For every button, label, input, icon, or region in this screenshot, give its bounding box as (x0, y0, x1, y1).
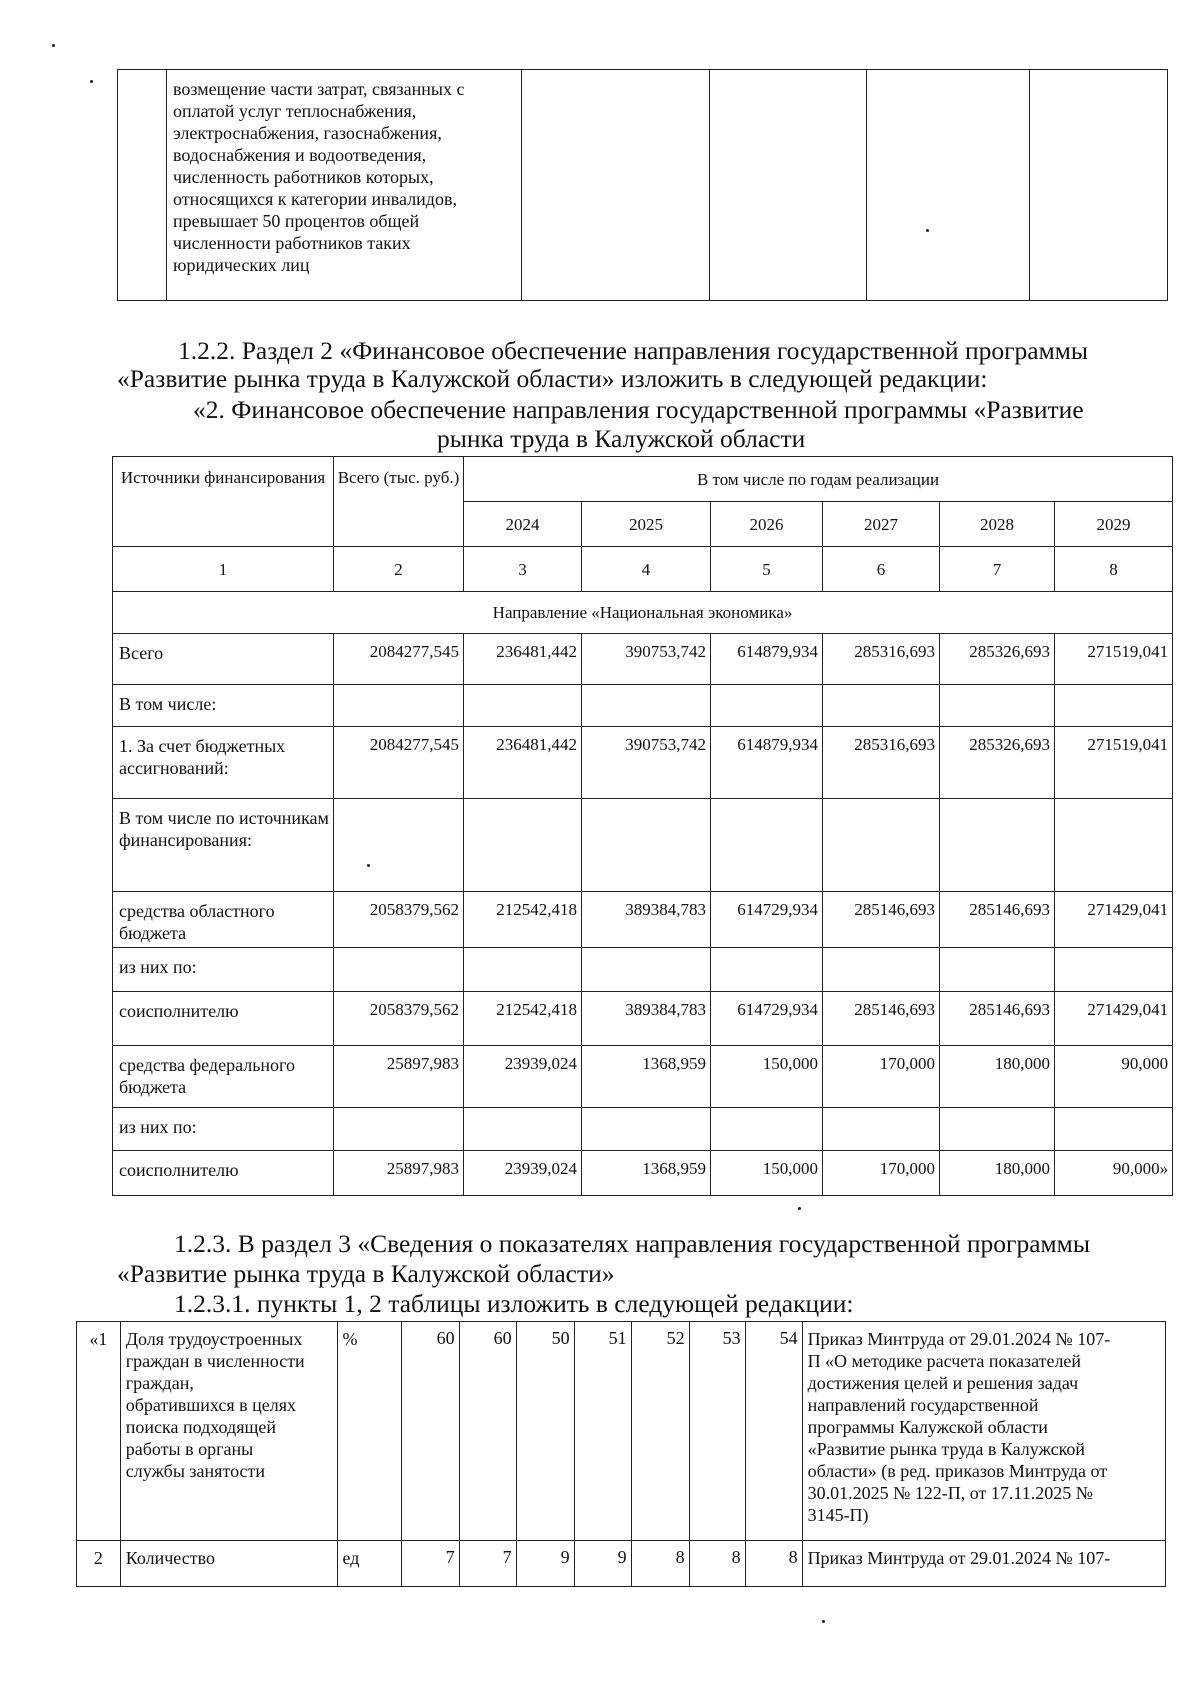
finance-row-label: 1. За счет бюджетных ассигнований: (113, 727, 334, 799)
description-line: превышает 50 процентов общей (173, 211, 420, 231)
finance-value-cell (582, 799, 711, 892)
year-2028: 2028 (940, 502, 1055, 547)
finance-value-cell: 285146,693 (823, 892, 940, 948)
finance-value-cell: 23939,024 (464, 1151, 582, 1196)
direction-row: Направление «Национальная экономика» (113, 592, 1173, 634)
indicator-value: 51 (574, 1322, 631, 1541)
finance-value-cell: 390753,742 (582, 727, 711, 799)
finance-row-label: из них по: (113, 948, 334, 992)
finance-row (113, 634, 1173, 685)
finance-row-label: Всего (113, 634, 334, 685)
finance-value-cell: 285146,693 (823, 992, 940, 1046)
header-sources: Источники финансирования (113, 457, 334, 547)
indicators-table (76, 1321, 1166, 1587)
indicator-name-line: граждан, (125, 1373, 194, 1393)
indicator-name (120, 1322, 337, 1541)
col-number: 5 (711, 547, 823, 592)
indicator-value: 9 (574, 1541, 631, 1587)
year-2024: 2024 (464, 502, 582, 547)
finance-table (112, 456, 1173, 1196)
empty-cell (1030, 70, 1168, 301)
description-line: численности работников таких (173, 233, 411, 253)
indicator-document-line: Приказ Минтруда от 29.01.2024 № 107- (807, 1548, 1111, 1568)
finance-value-cell: 90,000» (1055, 1151, 1173, 1196)
finance-value-cell (940, 799, 1055, 892)
finance-value-cell: 1368,959 (582, 1151, 711, 1196)
finance-value-cell (1055, 685, 1173, 727)
finance-value-cell: 150,000 (711, 1151, 823, 1196)
year-2029: 2029 (1055, 502, 1173, 547)
indicator-value: 52 (631, 1322, 689, 1541)
finance-value-cell (1055, 1108, 1173, 1151)
description-line: юридических лиц (173, 255, 310, 275)
finance-value-cell: 271519,041 (1055, 634, 1173, 685)
section-1231-line: 1.2.3.1. пункты 1, 2 таблицы изложить в следующей редакции: (174, 1289, 854, 1318)
section-2-title-line1: «2. Финансовое обеспечение направления государственной программы «Развитие (193, 395, 1084, 424)
col-number: 2 (334, 547, 464, 592)
finance-value-cell (711, 799, 823, 892)
finance-value-cell: 2084277,545 (334, 634, 464, 685)
measure-description-cell (167, 70, 522, 301)
indicator-document-line: 30.01.2025 № 122-П, от 17.11.2025 № (807, 1483, 1093, 1503)
indicator-name-line: Количество (125, 1548, 215, 1568)
empty-cell (118, 70, 167, 301)
finance-value-cell: 1368,959 (582, 1046, 711, 1108)
finance-row (113, 892, 1173, 948)
finance-value-cell: 285316,693 (823, 727, 940, 799)
finance-value-cell: 212542,418 (464, 992, 582, 1046)
finance-row (113, 1108, 1173, 1151)
col-number: 6 (823, 547, 940, 592)
finance-row-label: соисполнителю (113, 1151, 334, 1196)
year-2026: 2026 (711, 502, 823, 547)
description-line: возмещение части затрат, связанных с (173, 79, 465, 99)
finance-value-cell (940, 948, 1055, 992)
finance-value-cell: 389384,783 (582, 992, 711, 1046)
finance-row (113, 992, 1173, 1046)
finance-value-cell (464, 799, 582, 892)
indicator-value: 9 (516, 1541, 574, 1587)
finance-value-cell: 170,000 (823, 1151, 940, 1196)
finance-value-cell: 2058379,562 (334, 892, 464, 948)
finance-row (113, 1151, 1173, 1196)
finance-value-cell (823, 685, 940, 727)
col-number: 1 (113, 547, 334, 592)
finance-row (113, 799, 1173, 892)
indicator-value: 54 (745, 1322, 802, 1541)
description-line: электроснабжения, газоснабжения, (173, 123, 442, 143)
finance-value-cell (334, 799, 464, 892)
finance-value-cell: 170,000 (823, 1046, 940, 1108)
finance-value-cell (940, 1108, 1055, 1151)
finance-value-cell: 236481,442 (464, 727, 582, 799)
indicator-number: «1 (77, 1322, 121, 1541)
finance-value-cell: 2058379,562 (334, 992, 464, 1046)
indicator-unit: % (337, 1322, 401, 1541)
finance-value-cell: 180,000 (940, 1046, 1055, 1108)
finance-row (113, 948, 1173, 992)
indicator-document-line: направлений государственной (807, 1395, 1039, 1415)
finance-value-cell: 23939,024 (464, 1046, 582, 1108)
section-2-title-line2: рынка труда в Калужской области (437, 424, 806, 453)
finance-row (113, 727, 1173, 799)
indicator-document-line: П «О методике расчета показателей (807, 1351, 1082, 1371)
header-total: Всего (тыс. руб.) (334, 457, 464, 547)
description-line: водоснабжения и водоотведения, (173, 145, 427, 165)
indicator-name-line: поиска подходящей (125, 1417, 276, 1437)
finance-value-cell: 390753,742 (582, 634, 711, 685)
finance-row (113, 1046, 1173, 1108)
indicator-value: 53 (689, 1322, 745, 1541)
indicator-document-line: области» (в ред. приказов Минтруда от (807, 1461, 1108, 1481)
finance-value-cell (334, 948, 464, 992)
indicator-document-line: программы Калужской области (807, 1417, 1048, 1437)
finance-row-label: средства федерального бюджета (113, 1046, 334, 1108)
finance-value-cell (464, 1108, 582, 1151)
indicator-value: 8 (631, 1541, 689, 1587)
finance-value-cell (940, 685, 1055, 727)
col-number: 7 (940, 547, 1055, 592)
finance-row (113, 685, 1173, 727)
indicator-value: 60 (459, 1322, 516, 1541)
finance-value-cell (1055, 948, 1173, 992)
top-continuation-table (117, 69, 1168, 301)
finance-value-cell: 271429,041 (1055, 992, 1173, 1046)
finance-value-cell: 285326,693 (940, 634, 1055, 685)
empty-cell (522, 70, 710, 301)
section-122-line2: «Развитие рынка труда в Калужской области» изложить в следующей редакции: (117, 364, 988, 393)
empty-cell (867, 70, 1030, 301)
indicator-number: 2 (77, 1541, 121, 1587)
finance-value-cell (711, 948, 823, 992)
finance-value-cell (823, 948, 940, 992)
indicator-row (77, 1541, 1166, 1587)
finance-value-cell (464, 685, 582, 727)
description-line: оплатой услуг теплоснабжения, (173, 101, 417, 121)
indicator-value: 8 (745, 1541, 802, 1587)
finance-value-cell: 285326,693 (940, 727, 1055, 799)
finance-value-cell: 285146,693 (940, 992, 1055, 1046)
indicator-document-line: достижения целей и решения задач (807, 1373, 1079, 1393)
finance-row-label: соисполнителю (113, 992, 334, 1046)
finance-row-label: В том числе: (113, 685, 334, 727)
indicator-name-line: обратившихся в целях (125, 1395, 297, 1415)
finance-value-cell: 150,000 (711, 1046, 823, 1108)
finance-value-cell (711, 1108, 823, 1151)
section-123-line2: «Развитие рынка труда в Калужской области» (117, 1259, 615, 1288)
finance-value-cell (1055, 799, 1173, 892)
indicator-name-line: Доля трудоустроенных (125, 1329, 303, 1349)
indicator-document-line: «Развитие рынка труда в Калужской (807, 1439, 1086, 1459)
indicator-value: 7 (459, 1541, 516, 1587)
indicator-name-line: службы занятости (125, 1461, 266, 1481)
year-2027: 2027 (823, 502, 940, 547)
indicator-name-line: граждан в численности (125, 1351, 305, 1371)
finance-value-cell (582, 948, 711, 992)
finance-value-cell: 271429,041 (1055, 892, 1173, 948)
scan-speck (90, 80, 93, 83)
indicator-value: 50 (516, 1322, 574, 1541)
finance-value-cell (823, 1108, 940, 1151)
finance-value-cell: 2084277,545 (334, 727, 464, 799)
finance-value-cell (582, 685, 711, 727)
finance-value-cell: 389384,783 (582, 892, 711, 948)
finance-value-cell (334, 685, 464, 727)
finance-value-cell: 614879,934 (711, 727, 823, 799)
indicator-value: 8 (689, 1541, 745, 1587)
finance-value-cell: 614879,934 (711, 634, 823, 685)
indicator-name (120, 1541, 337, 1587)
section-123-line1: 1.2.3. В раздел 3 «Сведения о показателях направления государственной программы (174, 1229, 1090, 1258)
indicator-document (802, 1541, 1165, 1587)
finance-value-cell (711, 685, 823, 727)
finance-value-cell: 285316,693 (823, 634, 940, 685)
indicator-row (77, 1322, 1166, 1541)
finance-value-cell: 614729,934 (711, 992, 823, 1046)
indicator-document (802, 1322, 1165, 1541)
scan-speck (52, 44, 55, 47)
description-line: численность работников которых, (173, 167, 434, 187)
finance-value-cell: 90,000 (1055, 1046, 1173, 1108)
finance-value-cell: 25897,983 (334, 1046, 464, 1108)
indicator-document-line: Приказ Минтруда от 29.01.2024 № 107- (807, 1329, 1111, 1349)
indicator-name-line: работы в органы (125, 1439, 254, 1459)
indicator-unit: ед (337, 1541, 401, 1587)
scan-speck (822, 1620, 825, 1623)
finance-row-label: средства областного бюджета (113, 892, 334, 948)
col-number: 3 (464, 547, 582, 592)
finance-value-cell: 25897,983 (334, 1151, 464, 1196)
finance-value-cell: 180,000 (940, 1151, 1055, 1196)
empty-cell (710, 70, 867, 301)
finance-value-cell (464, 948, 582, 992)
finance-value-cell (582, 1108, 711, 1151)
indicator-value: 7 (401, 1541, 459, 1587)
finance-value-cell: 285146,693 (940, 892, 1055, 948)
finance-value-cell: 236481,442 (464, 634, 582, 685)
header-years-group: В том числе по годам реализации (464, 457, 1173, 502)
section-122-line1: 1.2.2. Раздел 2 «Финансовое обеспечение направления государственной программы (178, 336, 1089, 365)
finance-value-cell: 212542,418 (464, 892, 582, 948)
scan-speck (798, 1207, 801, 1210)
indicator-document-line: 3145-П) (807, 1505, 869, 1525)
finance-value-cell: 271519,041 (1055, 727, 1173, 799)
finance-value-cell: 614729,934 (711, 892, 823, 948)
finance-value-cell (334, 1108, 464, 1151)
indicator-value: 60 (401, 1322, 459, 1541)
year-2025: 2025 (582, 502, 711, 547)
finance-row-label: из них по: (113, 1108, 334, 1151)
col-number: 4 (582, 547, 711, 592)
finance-row-label: В том числе по источникам финансирования: (113, 799, 334, 892)
finance-value-cell (823, 799, 940, 892)
description-line: относящихся к категории инвалидов, (173, 189, 457, 209)
col-number: 8 (1055, 547, 1173, 592)
